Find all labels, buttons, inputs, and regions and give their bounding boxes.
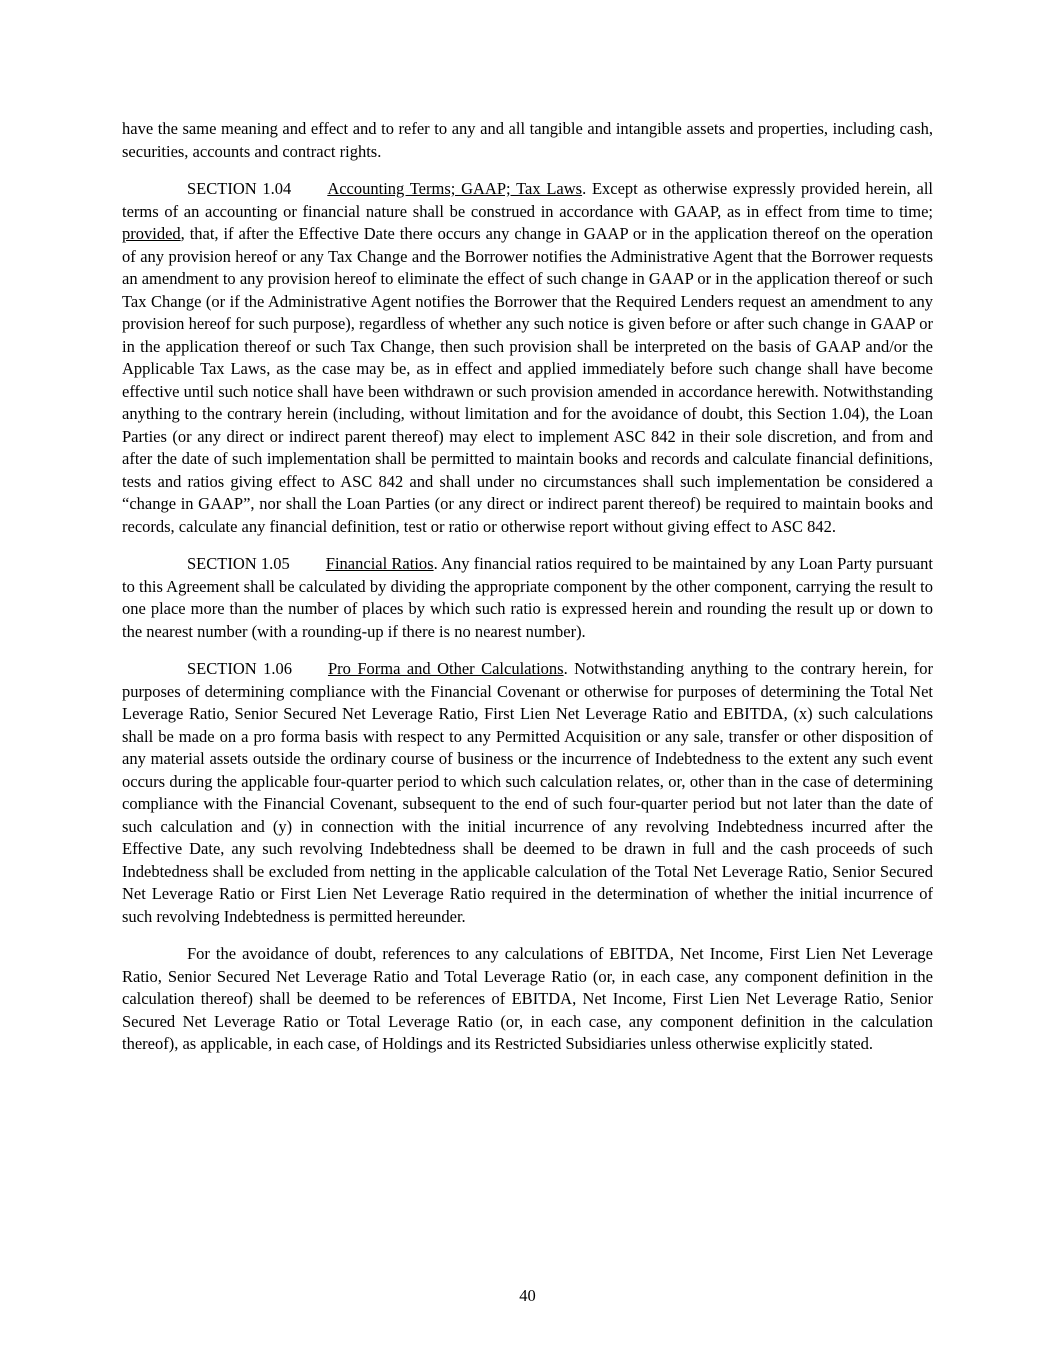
paragraph-continuation: have the same meaning and effect and to refer to any and all tangible and intangible assets and properties, including cash, securities, accounts and contract rights.	[122, 119, 933, 161]
section-1-05-text: . Any financial ratios required to be maintained by any Loan Party pursuant to this Agreement shall be calculated by dividing the appropriate component by the other component, carrying the result to one place more than the number of places by which such ratio is expressed herein and rounding the result up or down to the nearest number (with a rounding-up if there is no nearest number).	[122, 554, 933, 641]
section-1-06-label: SECTION 1.06	[187, 659, 292, 678]
section-1-04-text-a: . Except as otherwise expressly provided herein, all terms of an accounting or financial nature shall be construed in accordance with GAAP, as in effect from time to time;	[122, 179, 934, 221]
section-1-04-label: SECTION 1.04	[187, 179, 292, 198]
page-number: 40	[519, 1285, 536, 1305]
section-1-05-heading: Financial Ratios	[325, 554, 434, 573]
section-1-06-heading: Pro Forma and Other Calculations	[327, 659, 564, 678]
section-1-04-paragraph	[122, 178, 933, 538]
section-1-05-paragraph	[122, 553, 933, 643]
section-1-05-label: SECTION 1.05	[187, 554, 290, 573]
provided-term: provided	[122, 224, 181, 243]
section-1-04-heading: Accounting Terms; GAAP; Tax Laws	[327, 179, 583, 198]
avoidance-of-doubt-paragraph: For the avoidance of doubt, references to any calculations of EBITDA, Net Income, First Lien Net Leverage Ratio, Senior Secured Net Leverage Ratio and Total Leverage Ratio (or, in each case, any component definition in the calculation thereof) shall be deemed to be references of EBITDA, Net Income, First Lien Net Leverage Ratio, Senior Secured Net Leverage Ratio or Total Leverage Ratio (or, in each case, any component definition in the calculation thereof), as applicable, in each case, of Holdings and its Restricted Subsidiaries unless otherwise explicitly stated.	[122, 944, 933, 1053]
section-1-06-paragraph	[122, 658, 933, 928]
section-1-04-text-b: , that, if after the Effective Date there occurs any change in GAAP or in the application thereof on the operation of any provision hereof or any Tax Change and the Borrower notifies the Administrative Agent that the Borrower requests an amendment to any provision hereof to eliminate the effect of such change in GAAP or in the application thereof or such Tax Change (or if the Administrative Agent notifies the Borrower that the Required Lenders request an amendment to any provision hereof for such purpose), regardless of whether any such notice is given before or after such change in GAAP or in the application thereof or such Tax Change, then such provision shall be interpreted on the basis of GAAP and/or the Applicable Tax Laws, as the case may be, as in effect and applied immediately before such change shall have become effective until such notice shall have been withdrawn or such provision amended in accordance herewith. Notwithstanding anything to the contrary herein (including, without limitation and for the avoidance of doubt, this Section 1.04), the Loan Parties (or any direct or indirect parent thereof) may elect to implement ASC 842 in their sole discretion, and from and after the date of such implementation shall be permitted to maintain books and records and calculate financial definitions, tests and ratios giving effect to ASC 842 and shall under no circumstances shall such implementation be considered a “change in GAAP”, nor shall the Loan Parties (or any direct or indirect parent thereof) be required to maintain books and records, calculate any financial definition, test or ratio or otherwise report without giving effect to ASC 842.	[122, 224, 933, 536]
section-1-06-text: . Notwithstanding anything to the contrary herein, for purposes of determining compliance with the Financial Covenant or otherwise for purposes of determining the Total Net Leverage Ratio, Senior Secured Net Leverage Ratio, First Lien Net Leverage Ratio and EBITDA, (x) such calculations shall be made on a pro forma basis with respect to any Permitted Acquisition or any sale, transfer or other disposition of any material assets outside the ordinary course of business or the incurrence of Indebtedness to the extent any such event occurs during the applicable four-quarter period to which such calculation relates, or, other than in the case of determining compliance with the Financial Covenant, subsequent to the end of such four-quarter period but not later than the date of such calculation and (y) in connection with the initial incurrence of any revolving Indebtedness incurred after the Effective Date, any such revolving Indebtedness shall be deemed to be drawn in full and the cash proceeds of such Indebtedness shall be excluded from netting in the applicable calculation of the Total Net Leverage Ratio, Senior Secured Net Leverage Ratio or First Lien Net Leverage Ratio required in the determination of whether the initial incurrence of such revolving Indebtedness is permitted hereunder.	[122, 659, 933, 926]
